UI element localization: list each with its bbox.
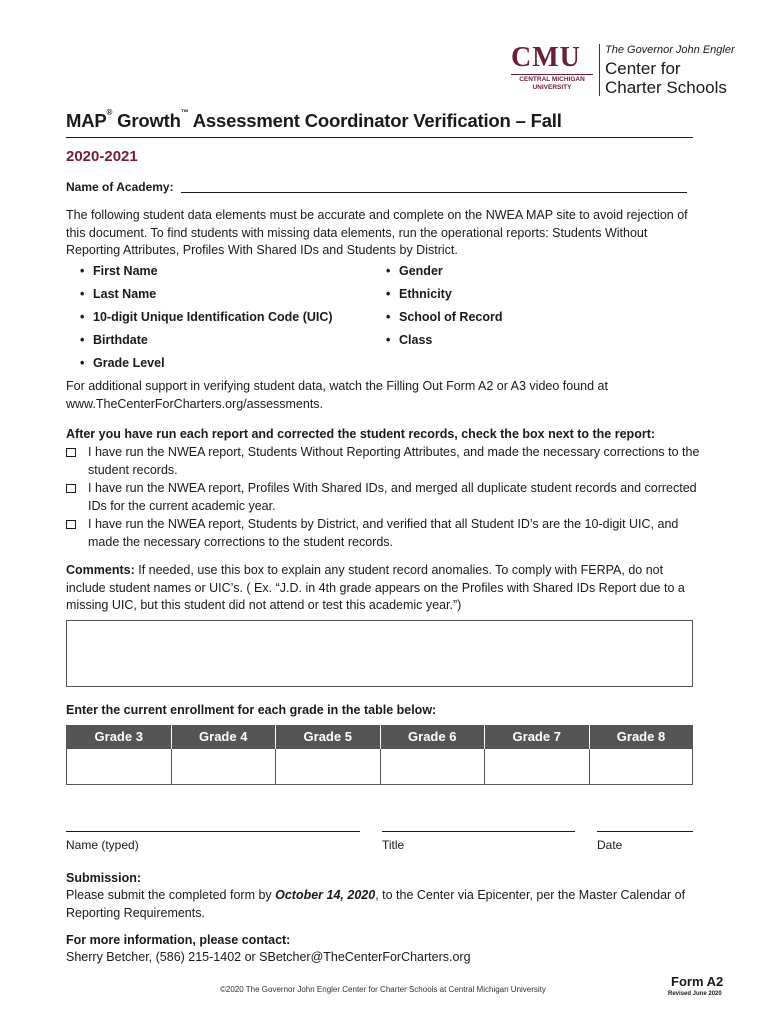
name-typed-label: Name (typed) [66, 838, 139, 852]
submission-text: Please submit the completed form by October 14, 2020, to the Center via Epicenter, per the Master Calendar of Reporting Requirements. [66, 888, 686, 920]
checklist-item [66, 444, 706, 480]
list-item: • Ethnicity [399, 287, 452, 301]
checklist-item-text: I have run the NWEA report, Students Without Reporting Attributes, and made the necessary corrections to the student records. [88, 445, 700, 477]
logo-governor-line: The Governor John Engler [605, 44, 735, 56]
checklist-item [66, 516, 706, 552]
contact-text: Sherry Betcher, (586) 215-1402 or SBetcher@TheCenterForCharters.org [66, 950, 471, 964]
grade-5-enrollment-cell[interactable] [276, 748, 381, 784]
title-field[interactable] [382, 831, 575, 832]
copyright-footer: ©2020 The Governor John Engler Center for Charter Schools at Central Michigan University [220, 985, 546, 994]
list-item: • 10-digit Unique Identification Code (UIC) [93, 310, 333, 324]
grade-3-enrollment-cell[interactable] [67, 748, 172, 784]
grade-header: Grade 4 [171, 725, 276, 748]
academy-name-field[interactable] [181, 192, 687, 193]
grade-4-enrollment-cell[interactable] [171, 748, 276, 784]
submission-deadline: October 14, 2020 [275, 888, 376, 902]
comments-instructions [66, 562, 696, 615]
grade-7-enrollment-cell[interactable] [485, 748, 590, 784]
form-revision: Revised June 2020 [668, 991, 722, 997]
title-label: Title [382, 838, 405, 852]
checklist-item [66, 480, 706, 516]
checklist-item-text: I have run the NWEA report, Students by District, and verified that all Student ID’s are the 10-digit UIC, and made the necessary corrections to the student records. [88, 517, 679, 549]
logo-divider [599, 44, 600, 96]
school-year: 2020-2021 [66, 148, 138, 165]
checklist-item-text: I have run the NWEA report, Profiles With Shared IDs, and merged all duplicate student records and corrected IDs for the current academic year. [88, 481, 697, 513]
logo-center-line1: Center for [605, 59, 681, 78]
date-label: Date [597, 838, 623, 852]
grade-header: Grade 5 [276, 725, 381, 748]
comments-label: Comments: [66, 563, 135, 577]
intro-paragraph: The following student data elements must be accurate and complete on the NWEA MAP site to avoid rejection of this document. To find students with missing data elements, run the operational reports: Students Without Reporting Attributes, Profiles With Shared IDs and Students by District. [66, 208, 688, 257]
cmu-logo-subtitle: CENTRAL MICHIGAN UNIVERSITY [511, 74, 593, 92]
list-item: • Birthdate [93, 333, 148, 347]
logo-center-line2: Charter Schools [605, 78, 727, 97]
contact-heading: For more information, please contact: [66, 933, 291, 947]
list-item: • Grade Level [93, 356, 165, 370]
academy-name-label: Name of Academy: [66, 180, 174, 194]
grade-header: Grade 3 [67, 725, 172, 748]
comments-box[interactable] [66, 620, 693, 687]
cmu-logo: CMU [511, 42, 581, 73]
list-item: • Last Name [93, 287, 156, 301]
grade-8-enrollment-cell[interactable] [589, 748, 693, 784]
grade-6-enrollment-cell[interactable] [380, 748, 485, 784]
enrollment-heading: Enter the current enrollment for each grade in the table below: [66, 703, 437, 717]
comments-text: If needed, use this box to explain any student record anomalies. To comply with FERPA, do not include student names or UIC’s. ( Ex. “J.D. in 4th grade appears on the Profiles with Shared IDs Report due to a missing UIC, but this student did not attend or test this academic year.”) [66, 563, 685, 612]
grade-header: Grade 7 [485, 725, 590, 748]
report-checkbox-3[interactable] [66, 520, 76, 529]
grade-header: Grade 8 [589, 725, 693, 748]
support-paragraph: For additional support in verifying student data, watch the Filling Out Form A2 or A3 video found at www.TheCenterForCharters.org/assessments. [66, 379, 608, 411]
form-id: Form A2 [671, 974, 724, 989]
grade-header: Grade 6 [380, 725, 485, 748]
report-checkbox-1[interactable] [66, 448, 76, 457]
name-typed-field[interactable] [66, 831, 360, 832]
submission-heading: Submission: [66, 871, 142, 885]
enrollment-table [66, 725, 693, 785]
page-title: MAP® Growth™ Assessment Coordinator Verification – Fall [66, 108, 562, 131]
list-item: • Class [399, 333, 432, 347]
date-field[interactable] [597, 831, 693, 832]
logo-center-name [605, 59, 727, 97]
list-item: • First Name [93, 264, 158, 278]
list-item: • School of Record [399, 310, 502, 324]
title-divider [66, 137, 693, 138]
report-checkbox-2[interactable] [66, 484, 76, 493]
list-item: • Gender [399, 264, 443, 278]
checklist-heading: After you have run each report and corrected the student records, check the box next to the report: [66, 427, 656, 441]
